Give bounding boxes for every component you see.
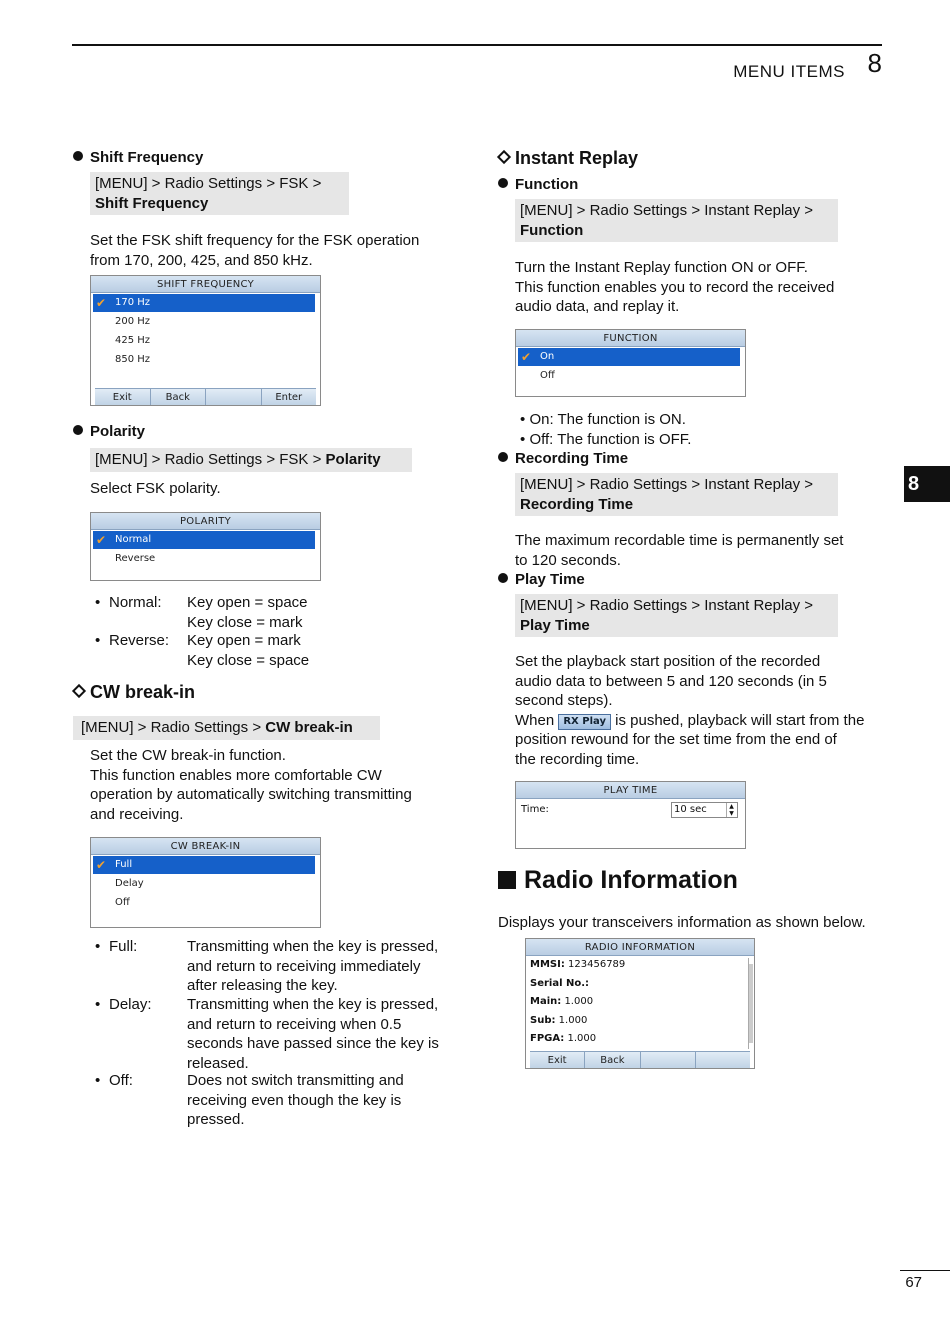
blank-softkey-3[interactable]	[641, 1052, 696, 1068]
rx-play-button[interactable]: RX Play	[558, 714, 611, 730]
option-normal[interactable]: ✔ Normal	[93, 531, 315, 549]
option-425hz[interactable]: 425 Hz	[115, 335, 151, 346]
polarity-heading: Polarity	[73, 422, 145, 442]
bullet-icon	[498, 452, 508, 462]
header-rule	[72, 44, 882, 46]
back-softkey[interactable]: Back	[585, 1052, 640, 1068]
time-label: Time:	[521, 804, 549, 815]
play-time-menu-path: [MENU] > Radio Settings > Instant Replay > Play Time	[515, 594, 838, 637]
info-row-mmsi: MMSI: 123456789	[530, 959, 626, 970]
cw-break-in-screen	[90, 837, 321, 928]
option-delay[interactable]: Delay	[115, 878, 144, 889]
polarity-menu-path: [MENU] > Radio Settings > FSK > Polarity	[90, 448, 412, 472]
option-170hz[interactable]: ✔ 170 Hz	[93, 294, 315, 312]
spinner-arrows-icon[interactable]: ▲ ▼	[726, 803, 736, 817]
enter-softkey[interactable]: Enter	[275, 392, 303, 403]
polarity-screen	[90, 512, 321, 581]
checkmark-icon: ✔	[96, 296, 107, 310]
play-time-heading: Play Time	[498, 570, 585, 590]
function-screen	[515, 329, 746, 397]
function-menu-path: [MENU] > Radio Settings > Instant Replay > Function	[515, 199, 838, 242]
header-title: MENU ITEMS	[733, 62, 845, 81]
option-full[interactable]: ✔ Full	[93, 856, 315, 874]
cw-break-in-description: Set the CW break-in function. This function enables more comfortable CW operation by automatically switching transmitting and receiving.	[90, 747, 412, 823]
polarity-description: Select FSK polarity.	[90, 480, 221, 497]
option-off[interactable]: Off	[115, 897, 130, 908]
screen-title: RADIO INFORMATION	[526, 939, 754, 956]
function-description: Turn the Instant Replay function ON or OFF. This function enables you to record the received audio data, and replay it.	[515, 259, 835, 315]
exit-softkey[interactable]: Exit	[95, 389, 151, 405]
bullet-icon	[73, 151, 83, 161]
cw-break-in-menu-path: [MENU] > Radio Settings > CW break-in	[73, 716, 380, 740]
screen-title: FUNCTION	[516, 330, 745, 347]
screen-title: SHIFT FREQUENCY	[91, 276, 320, 293]
info-row-fpga: FPGA: 1.000	[530, 1033, 597, 1044]
screen-title: PLAY TIME	[516, 782, 745, 799]
function-bullets: • On: The function is ON. • Off: The function is OFF.	[520, 411, 692, 448]
chapter-side-tab: 8	[904, 466, 950, 502]
recording-time-heading: Recording Time	[498, 449, 628, 469]
scrollbar[interactable]	[748, 958, 753, 1049]
option-200hz[interactable]: 200 Hz	[115, 316, 151, 327]
info-row-sub: Sub: 1.000	[530, 1014, 588, 1026]
time-spinner[interactable]: 10 sec ▲ ▼	[671, 802, 738, 818]
page-number-rule	[900, 1270, 950, 1271]
bullet-icon	[498, 178, 508, 188]
shift-frequency-menu-path: [MENU] > Radio Settings > FSK > Shift Frequency	[90, 172, 349, 215]
def-reverse: • Reverse: Key open = mark Key close = space	[95, 632, 310, 669]
checkmark-icon: ✔	[96, 858, 107, 872]
shift-frequency-heading: Shift Frequency	[73, 148, 203, 168]
back-softkey[interactable]: Back	[151, 389, 207, 405]
shift-frequency-description: Set the FSK shift frequency for the FSK operation from 170, 200, 425, and 850 kHz.	[90, 232, 420, 269]
recording-time-description: The maximum recordable time is permanently set to 120 seconds.	[515, 532, 844, 569]
instant-replay-heading: Instant Replay	[496, 149, 638, 169]
radio-information-screen	[525, 938, 755, 1069]
scrollbar-thumb[interactable]	[749, 964, 753, 1043]
screen-title: CW BREAK-IN	[91, 838, 320, 855]
def-full: • Full: Transmitting when the key is pressed, and return to receiving immediately after releasing the key.	[95, 938, 439, 994]
screen-title: POLARITY	[91, 513, 320, 530]
def-off: • Off: Does not switch transmitting and receiving even though the key is pressed.	[95, 1072, 404, 1128]
blank-softkey[interactable]	[206, 389, 262, 405]
option-reverse[interactable]: Reverse	[115, 553, 156, 564]
exit-softkey[interactable]: Exit	[530, 1052, 585, 1068]
radio-information-description: Displays your transceivers information as shown below.	[498, 914, 866, 931]
bullet-icon	[498, 573, 508, 583]
cw-break-in-heading: CW break-in	[71, 683, 195, 703]
recording-time-menu-path: [MENU] > Radio Settings > Instant Replay > Recording Time	[515, 473, 838, 516]
function-heading: Function	[498, 175, 578, 195]
diamond-icon	[497, 150, 511, 164]
page-number: 67	[905, 1274, 922, 1291]
checkmark-icon: ✔	[521, 350, 532, 364]
option-850hz[interactable]: 850 Hz	[115, 354, 151, 365]
def-delay: • Delay: Transmitting when the key is pressed, and return to receiving when 0.5 seconds have passed since the key is released.	[95, 996, 439, 1072]
chapter-number: 8	[867, 48, 882, 78]
option-off[interactable]: Off	[540, 370, 555, 381]
play-time-description: Set the playback start position of the recorded audio data to between 5 and 120 seconds (in 5 second steps). When RX Play is pushed, playback will start from the position rewound for the set time from the end of the recording time.	[515, 653, 865, 768]
blank-softkey-4[interactable]	[696, 1052, 750, 1068]
play-time-screen	[515, 781, 746, 849]
info-row-serial: Serial No.:	[530, 977, 590, 989]
softkey-bar	[530, 1051, 750, 1068]
time-row	[516, 799, 745, 823]
checkmark-icon: ✔	[96, 533, 107, 547]
softkey-bar	[95, 388, 316, 405]
bullet-icon	[73, 425, 83, 435]
shift-frequency-screen	[90, 275, 321, 406]
square-bullet-icon	[498, 871, 516, 889]
def-normal: • Normal: Key open = space Key close = mark	[95, 594, 308, 631]
option-on[interactable]: ✔ On	[518, 348, 740, 366]
diamond-icon	[72, 684, 86, 698]
info-row-main: Main: 1.000	[530, 996, 594, 1007]
radio-information-heading: Radio Information	[498, 871, 738, 891]
